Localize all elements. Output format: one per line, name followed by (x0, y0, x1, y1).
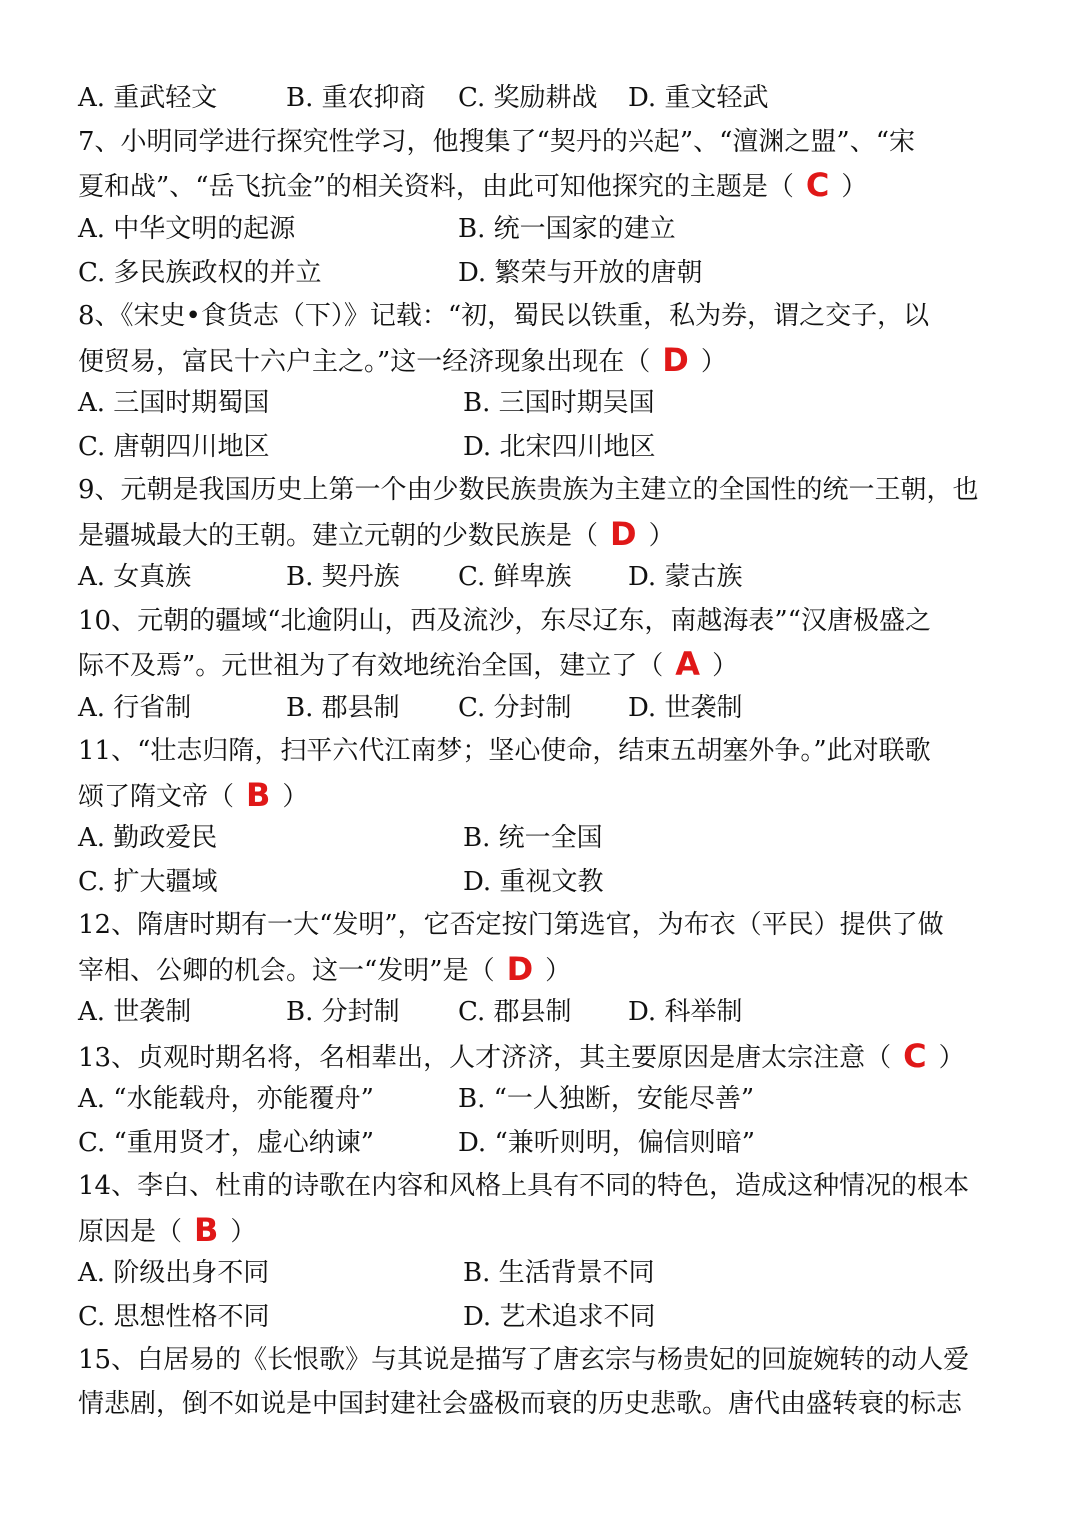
q11-option-a: A. 勤政爱民 (78, 823, 218, 853)
q8-options-row1 (78, 381, 1008, 425)
q14-option-a: A. 阶级出身不同 (78, 1258, 270, 1288)
q10-stem-text: 际不及焉”。元世祖为了有效地统治全国，建立了（ (78, 651, 664, 681)
q12-stem-line1: 12、隋唐时期有一大“发明”，它否定按门第选官，为布衣（平民）提供了做 (78, 910, 944, 940)
q11-stem-line2 (78, 773, 1008, 817)
q7-stem-text: 夏和战”、“岳飞抗金”的相关资料，由此可知他探究的主题是（ (78, 172, 794, 202)
q11-option-c: C. 扩大疆域 (78, 867, 218, 897)
q12-option-d: D. 科举制 (628, 997, 743, 1027)
q7-stem-line1: 7、小明同学进行探究性学习，他搜集了“契丹的兴起”、“澶渊之盟”、“宋 (78, 127, 916, 157)
q8-options-row2 (78, 425, 1008, 469)
q9-option-c: C. 鲜卑族 (458, 562, 572, 592)
q14-stem-text: 原因是（ (78, 1217, 183, 1247)
q10-stem-line2 (78, 642, 1008, 686)
q11-stem-line1: 11、“壮志归隋，扫平六代江南梦；坚心使命，结束五胡塞外争。”此对联歌 (78, 736, 931, 766)
q9-stem-text: 是疆城最大的王朝。建立元朝的少数民族是（ (78, 521, 599, 551)
q12-options-row (78, 990, 1008, 1034)
q11-option-b: B. 统一全国 (463, 823, 603, 853)
q9-stem-line2 (78, 512, 1008, 556)
q11-option-d: D. 重视文教 (463, 867, 604, 897)
q12-close-paren: ） (545, 956, 572, 986)
q8-option-b: B. 三国时期吴国 (463, 388, 655, 418)
q9-option-d: D. 蒙古族 (628, 562, 743, 592)
q8-close-paren: ） (700, 347, 727, 377)
q6-option-b: B. 重农抑商 (286, 83, 426, 113)
q13-answer: C (903, 1037, 927, 1075)
q10-option-c: C. 分封制 (458, 693, 572, 723)
q7-answer: C (805, 166, 830, 204)
q13-option-c: C. “重用贤才，虚心纳谏” (78, 1128, 375, 1158)
q8-option-c: C. 唐朝四川地区 (78, 432, 270, 462)
q11-options-row1 (78, 816, 1008, 860)
q14-option-b: B. 生活背景不同 (463, 1258, 655, 1288)
q6-options-row (78, 76, 1008, 120)
q7-options-row1 (78, 207, 1008, 251)
q10-options-row (78, 686, 1008, 730)
q15-stem-line1: 15、白居易的《长恨歌》与其说是描写了唐玄宗与杨贵妃的回旋婉转的动人爱 (78, 1345, 970, 1375)
q12-stem-text: 宰相、公卿的机会。这一“发明”是（ (78, 956, 495, 986)
q8-option-d: D. 北宋四川地区 (463, 432, 656, 462)
q14-options-row2 (78, 1295, 1008, 1339)
q14-options-row1 (78, 1251, 1008, 1295)
q13-option-a: A. “水能载舟，亦能覆舟” (78, 1084, 374, 1114)
q14-option-d: D. 艺术追求不同 (463, 1302, 656, 1332)
q7-option-a: A. 中华文明的起源 (78, 214, 296, 244)
q9-option-a: A. 女真族 (78, 562, 192, 592)
q13-close-paren: ） (938, 1043, 965, 1073)
q12-answer: D (506, 950, 534, 988)
q8-stem-line1: 8、《宋史•食货志（下）》记载：“初，蜀民以铁重，私为券，谓之交子，以 (78, 301, 930, 331)
q11-options-row2 (78, 860, 1008, 904)
q13-options-row2 (78, 1121, 1008, 1165)
q9-options-row (78, 555, 1008, 599)
q9-close-paren: ） (648, 521, 675, 551)
q7-option-c: C. 多民族政权的并立 (78, 258, 322, 288)
q10-stem-line1: 10、元朝的疆域“北逾阴山，西及流沙，东尽辽东，南越海表”“汉唐极盛之 (78, 606, 931, 636)
q10-option-d: D. 世袭制 (628, 693, 743, 723)
q14-option-c: C. 思想性格不同 (78, 1302, 270, 1332)
q12-option-a: A. 世袭制 (78, 997, 192, 1027)
q14-answer: B (194, 1211, 219, 1249)
q12-option-b: B. 分封制 (286, 997, 400, 1027)
q8-stem-line2 (78, 338, 1008, 382)
q11-stem-text: 颂了隋文帝（ (78, 782, 235, 812)
q10-option-b: B. 郡县制 (286, 693, 400, 723)
q13-option-b: B. “一人独断，安能尽善” (458, 1084, 755, 1114)
q9-stem-line1: 9、元朝是我国历史上第一个由少数民族贵族为主建立的全国性的统一王朝，也 (78, 475, 979, 505)
q7-options-row2 (78, 251, 1008, 295)
q6-option-c: C. 奖励耕战 (458, 83, 598, 113)
q10-option-a: A. 行省制 (78, 693, 192, 723)
q15-stem-line2: 情悲剧，倒不如说是中国封建社会盛极而衰的历史悲歌。唐代由盛转衰的标志 (78, 1389, 963, 1419)
q12-stem-line2 (78, 947, 1008, 991)
q13-stem-line1 (78, 1034, 1008, 1078)
q10-close-paren: ） (712, 651, 739, 681)
q6-option-a: A. 重武轻文 (78, 83, 218, 113)
q10-answer: A (675, 645, 701, 683)
q13-stem-text: 13、贞观时期名将，名相辈出，人才济济，其主要原因是唐太宗注意（ (78, 1043, 892, 1073)
q7-close-paren: ） (841, 172, 868, 202)
q13-option-d: D. “兼听则明，偏信则暗” (458, 1128, 756, 1158)
q8-option-a: A. 三国时期蜀国 (78, 388, 270, 418)
q11-answer: B (246, 776, 271, 814)
q11-close-paren: ） (282, 782, 309, 812)
q14-stem-line1: 14、李白、杜甫的诗歌在内容和风格上具有不同的特色，造成这种情况的根本 (78, 1171, 970, 1201)
q13-options-row1 (78, 1077, 1008, 1121)
q8-stem-text: 便贸易，富民十六户主之。”这一经济现象出现在（ (78, 347, 651, 377)
q12-option-c: C. 郡县制 (458, 997, 572, 1027)
q9-option-b: B. 契丹族 (286, 562, 400, 592)
q7-stem-line2 (78, 163, 1008, 207)
q6-option-d: D. 重文轻武 (628, 83, 769, 113)
q8-answer: D (662, 341, 689, 379)
q9-answer: D (610, 515, 637, 553)
q14-close-paren: ） (230, 1217, 257, 1247)
q7-option-b: B. 统一国家的建立 (458, 214, 676, 244)
q7-option-d: D. 繁荣与开放的唐朝 (458, 258, 703, 288)
q14-stem-line2 (78, 1208, 1008, 1252)
